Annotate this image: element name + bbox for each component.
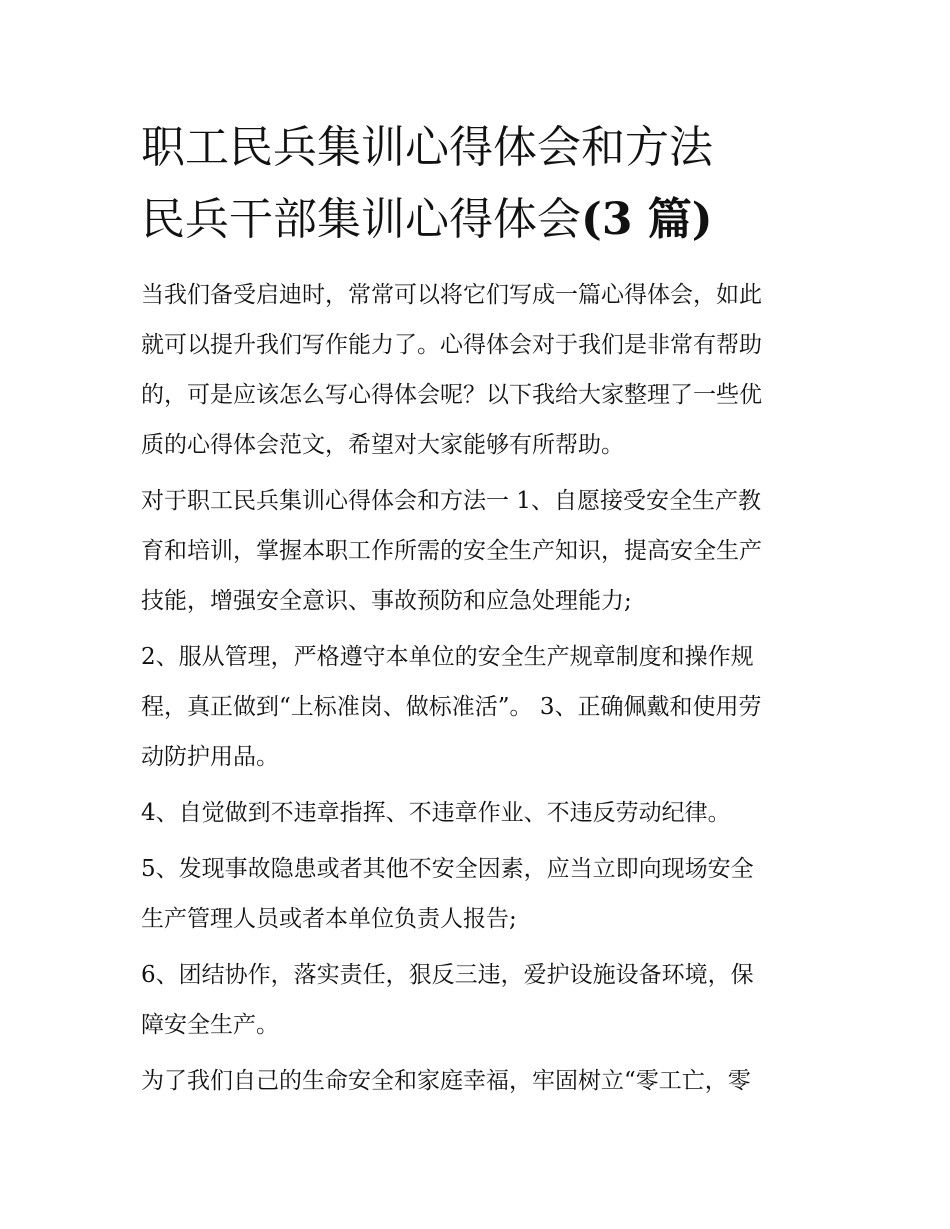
paragraph-item-1 <box>141 476 821 626</box>
paragraph-line: 技能，增强安全意识、事故预防和应急处理能力; <box>141 588 632 614</box>
paragraph-item-2-3 <box>141 632 821 782</box>
paragraph-line: 4、自觉做到不违章指挥、不违章作业、不违反劳动纪律。 <box>141 800 731 826</box>
paragraph-line: 当我们备受启迪时，常常可以将它们写成一篇心得体会，如此 <box>141 282 762 308</box>
paragraph-line: 动防护用品。 <box>141 744 279 770</box>
paragraph-line: 6、团结协作，落实责任，狠反三违，爱护设施设备环境，保 <box>141 962 754 988</box>
paragraph-line: 生产管理人员或者本单位负责人报告; <box>141 906 517 932</box>
document-page <box>141 112 821 1112</box>
paragraph-line: 2、服从管理，严格遵守本单位的安全生产规章制度和操作规 <box>141 644 754 670</box>
paragraph-intro <box>141 270 821 470</box>
paragraph-item-5 <box>141 844 821 944</box>
document-title <box>141 112 821 256</box>
title-line-1: 职工民兵集训心得体会和方法 <box>141 122 713 173</box>
paragraph-line: 育和培训，掌握本职工作所需的安全生产知识，提高安全生产 <box>141 538 762 564</box>
paragraph-line: 质的心得体会范文，希望对大家能够有所帮助。 <box>141 432 624 458</box>
paragraph-closing <box>141 1056 821 1106</box>
title-line-2-text: 民兵干部集训心得体会 <box>141 194 581 245</box>
paragraph-line: 障安全生产。 <box>141 1012 279 1038</box>
paragraph-line: 的，可是应该怎么写心得体会呢？以下我给大家整理了一些优 <box>141 382 762 408</box>
paragraph-item-4 <box>141 788 821 838</box>
title-line-2-suffix: (3 篇) <box>581 194 713 245</box>
paragraph-line: 为了我们自己的生命安全和家庭幸福，牢固树立“零工亡，零 <box>141 1068 751 1094</box>
paragraph-line: 5、发现事故隐患或者其他不安全因素，应当立即向现场安全 <box>141 856 754 882</box>
paragraph-line: 对于职工民兵集训心得体会和方法一 1、自愿接受安全生产教 <box>141 488 761 514</box>
paragraph-line: 就可以提升我们写作能力了。心得体会对于我们是非常有帮助 <box>141 332 762 358</box>
paragraph-line: 程，真正做到“上标准岗、做标准活”。 3、正确佩戴和使用劳 <box>141 694 762 720</box>
title-line-2 <box>141 184 821 256</box>
paragraph-item-6 <box>141 950 821 1050</box>
